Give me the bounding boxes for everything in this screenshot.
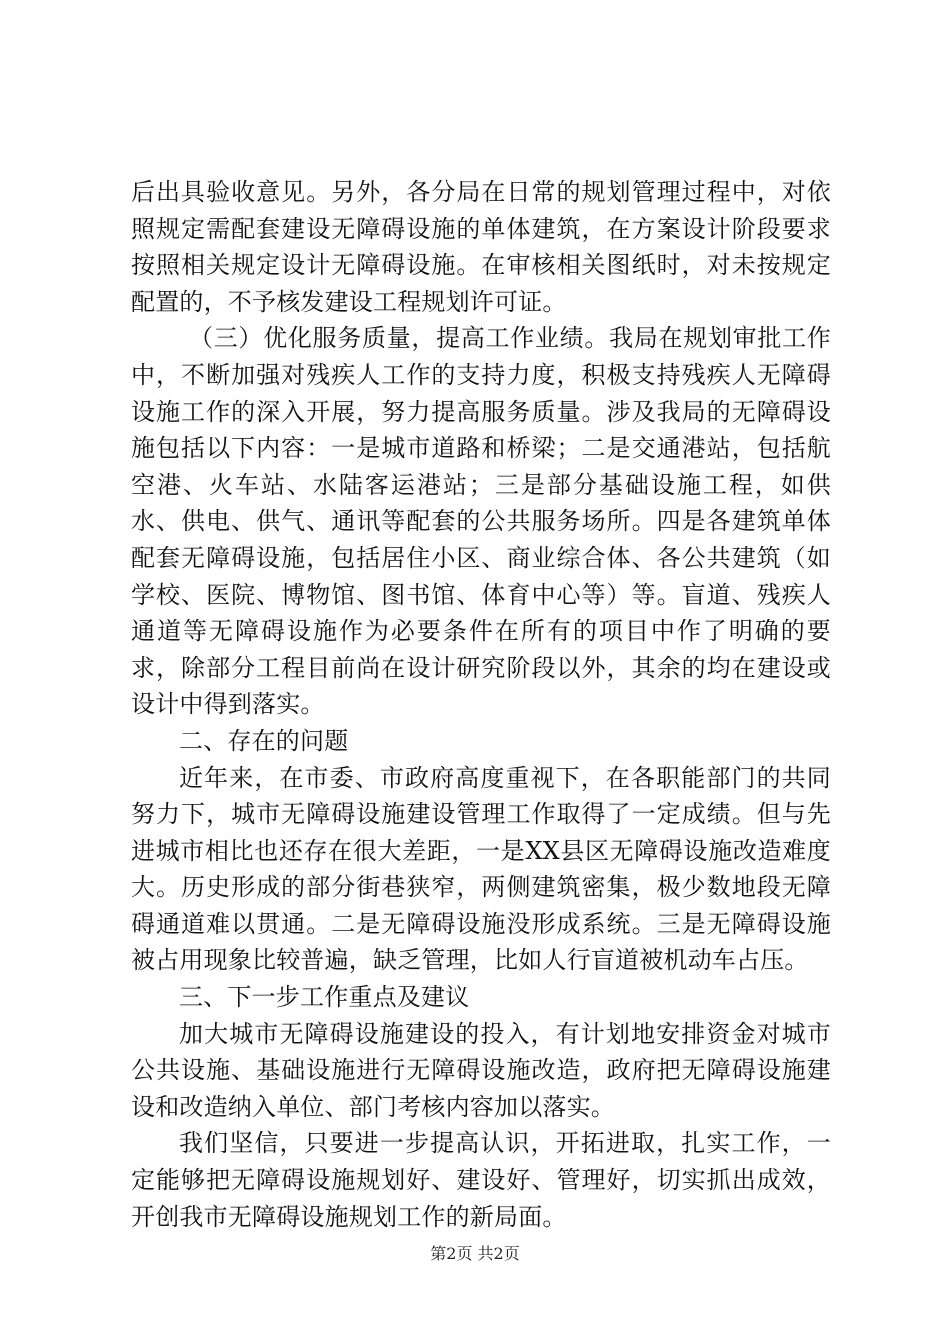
paragraph-investment: 加大城市无障碍设施建设的投入，有计划地安排资金对城市公共设施、基础设施进行无障碍设施改造，政府把无障碍设施建设和改造纳入单位、部门考核内容加以落实。 [131, 1019, 831, 1121]
paragraph-service-quality: （三）优化服务质量，提高工作业绩。我局在规划审批工作中，不断加强对残疾人工作的支持力度，积极支持残疾人无障碍设施工作的深入开展，努力提高服务质量。涉及我局的无障碍设施包括以下内容：一是城市道路和桥梁；二是交通港站，包括航空港、火车站、水陆客运港站；三是部分基础设施工程，如供水、供电、供气、通讯等配套的公共服务场所。四是各建筑单体配套无障碍设施，包括居住小区、商业综合体、各公共建筑（如学校、医院、博物馆、图书馆、体育中心等）等。盲道、残疾人通道等无障碍设施作为必要条件在所有的项目中作了明确的要求，除部分工程目前尚在设计研究阶段以外，其余的均在建设或设计中得到落实。 [131, 324, 831, 719]
document-body [131, 174, 831, 1235]
section-heading-problems: 二、存在的问题 [179, 726, 349, 755]
page-number-label: 第2页 共2页 [430, 1244, 520, 1263]
paragraph-problems: 近年来，在市委、市政府高度重视下，在各职能部门的共同努力下，城市无障碍设施建设管理工作取得了一定成绩。但与先进城市相比也还存在很大差距，一是XX县区无障碍设施改造难度大。历史形成的部分街巷狭窄，两侧建筑密集，极少数地段无障碍通道难以贯通。二是无障碍设施没形成系统。三是无障碍设施被占用现象比较普遍，缺乏管理，比如人行盲道被机动车占压。 [131, 763, 831, 975]
paragraph-acceptance: 后出具验收意见。另外，各分局在日常的规划管理过程中，对依照规定需配套建设无障碍设施的单体建筑，在方案设计阶段要求按照相关规定设计无障碍设施。在审核相关图纸时，对未按规定配置的，不予核发建设工程规划许可证。 [131, 178, 831, 316]
paragraph-conclusion: 我们坚信，只要进一步提高认识，开拓进取，扎实工作，一定能够把无障碍设施规划好、建设好、管理好，切实抓出成效，开创我市无障碍设施规划工作的新局面。 [131, 1129, 831, 1231]
section-heading-next-steps: 三、下一步工作重点及建议 [179, 983, 470, 1012]
page-footer [0, 1244, 950, 1264]
